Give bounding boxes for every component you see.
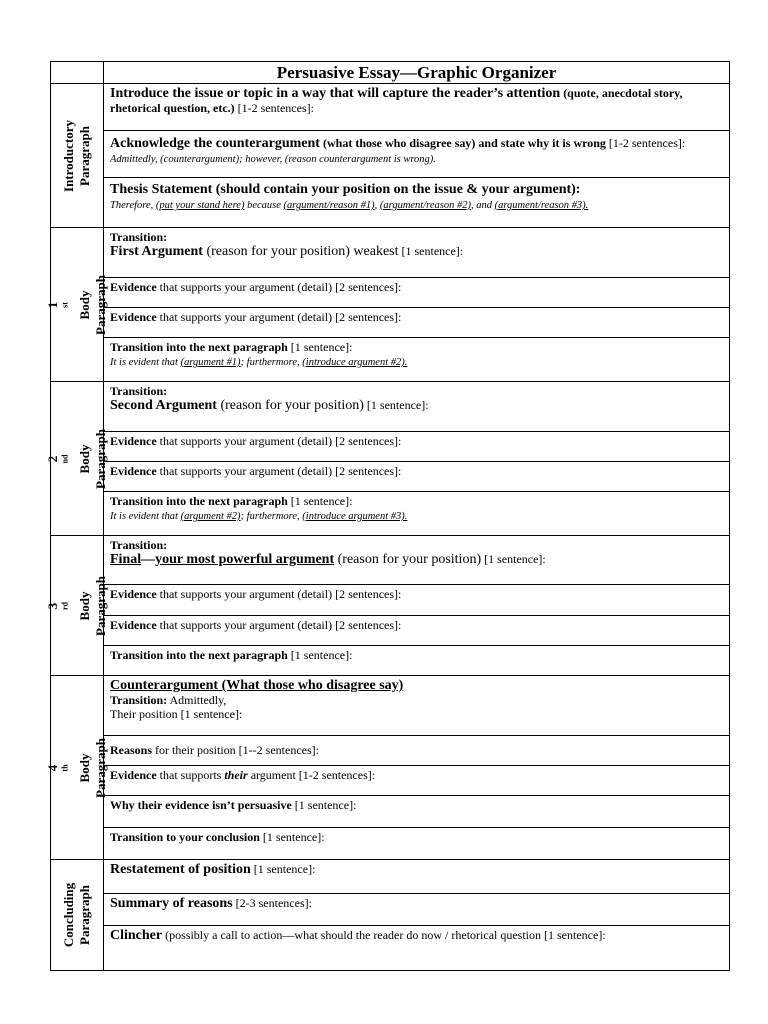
concluding-label-cell (51, 860, 104, 970)
body-paragraph-4-section (45, 675, 729, 859)
body3-label: 3 $^{rd}$ Body Paragraph (45, 575, 108, 636)
introductory-label: Introductory Paragraph (61, 119, 92, 192)
body2-label-cell (45, 382, 108, 535)
body1-argument-label: First Argument (110, 244, 203, 259)
body2-evidence-2-cell[interactable]: Evidence that supports your argument (detail) [2 sentences]: (104, 461, 729, 491)
summary-cell[interactable]: Summary of reasons [2-3 sentences]: (104, 893, 729, 925)
body1-evidence-1-cell[interactable]: Evidence that supports your argument (detail) [2 sentences]: (104, 277, 729, 307)
body3-next-transition-cell[interactable]: Transition into the next paragraph [1 sentence]: (104, 645, 729, 675)
body4-content (104, 676, 729, 859)
title-row (51, 62, 729, 83)
body1-transition-label: Transition: (110, 230, 168, 244)
graphic-organizer-table (45, 61, 730, 971)
body2-evidence-1-cell[interactable]: Evidence that supports your argument (detail) [2 sentences]: (104, 431, 729, 461)
body3-final-label: Final (110, 552, 142, 567)
body2-argument-cell[interactable]: Transition: Second Argument (reason for your position) [1 sentence]: (110, 384, 429, 413)
concluding-section (51, 859, 729, 970)
introductory-section (51, 83, 729, 227)
body3-evidence-1-cell[interactable]: Evidence that supports your argument (detail) [2 sentences]: (104, 584, 729, 615)
body4-label-cell (45, 676, 108, 859)
body2-transition-example: It is evident that (argument #2); furthermore, (introduce argument #3). (110, 511, 408, 522)
body4-counter-heading: Counterargument (What those who disagree say) (110, 678, 404, 693)
counter-label: Acknowledge the counterargument (110, 136, 320, 151)
body4-label: 4 $^{th}$ Body Paragraph (45, 737, 108, 798)
hook-length: [1-2 sentences]: (234, 101, 314, 115)
hook-examples: (quote, anecdotal story, rhetorical question, etc.) (110, 86, 683, 115)
body3-evidence-2-cell[interactable]: Evidence that supports your argument (detail) [2 sentences]: (104, 615, 729, 645)
body-paragraph-1-section (45, 227, 729, 381)
counter-length: [1-2 sentences]: (605, 136, 686, 150)
thesis-example: Therefore, (put your stand here) because (argument/reason #1), (argument/reason #2), and (argument/reason #3). (110, 200, 589, 211)
body1-argument-cell[interactable]: Transition: First Argument (reason for your position) weakest [1 sentence]: (110, 230, 464, 259)
thesis-cell[interactable] (104, 177, 729, 227)
counter-example: Admittedly, (counterargument); however, (reason counterargument is wrong). (110, 154, 436, 165)
hook-label: Introduce the issue or topic in a way that will capture the reader’s attention (110, 86, 561, 101)
body4-evidence-cell[interactable]: Evidence that supports their argument [1-2 sentences]: (104, 765, 729, 795)
body4-conclusion-transition-cell[interactable]: Transition to your conclusion [1 sentence]: (104, 827, 729, 859)
introductory-content (104, 84, 729, 227)
concluding-label: Concluding Paragraph (61, 882, 92, 948)
body1-evidence-2-cell[interactable]: Evidence that supports your argument (detail) [2 sentences]: (104, 307, 729, 337)
body-paragraph-2-section (45, 381, 729, 535)
body1-transition-example: It is evident that (argument #1); furthermore, (introduce argument #2). (110, 357, 408, 368)
body4-counterargument-cell[interactable]: Counterargument (What those who disagree say) Transition: Admittedly, Their position [1 sentence]: (110, 678, 404, 721)
concluding-content (104, 860, 729, 970)
body1-next-transition-cell[interactable]: Transition into the next paragraph [1 sentence]: It is evident that (argument #1); furthermore, (introduce argument #2). (104, 337, 729, 381)
body2-content (104, 382, 729, 535)
body1-label-cell (45, 228, 108, 381)
counterargument-cell[interactable] (104, 130, 729, 177)
restatement-cell[interactable]: Restatement of position [1 sentence]: (110, 862, 316, 877)
body3-content (104, 536, 729, 675)
body3-argument-label: your most powerful argument (155, 552, 335, 567)
clincher-cell[interactable]: Clincher (possibly a call to action—what should the reader do now / rhetorical question [1 sentence]: (104, 925, 729, 970)
body1-label: 1 $^{st}$ Body Paragraph (45, 274, 108, 335)
body4-position: Their position [1 sentence]: (110, 707, 243, 721)
counter-instructions: (what those who disagree say) and state why it is wrong (319, 136, 606, 150)
thesis-label: Thesis Statement (should contain your position on the issue & your argument): (110, 182, 581, 197)
introductory-label-cell (51, 84, 104, 227)
body1-content (104, 228, 729, 381)
body3-label-cell (45, 536, 108, 675)
body2-next-transition-cell[interactable]: Transition into the next paragraph [1 sentence]: It is evident that (argument #2); furthermore, (introduce argument #3). (104, 491, 729, 535)
title-row-label-cell (51, 62, 104, 83)
body-paragraph-3-section (45, 535, 729, 675)
organizer-title: Persuasive Essay—Graphic Organizer (276, 63, 557, 82)
body2-argument-label: Second Argument (110, 398, 217, 413)
body3-argument-cell[interactable]: Transition: Final—your most powerful argument (reason for your position) [1 sentence]: (110, 538, 546, 567)
body4-why-cell[interactable]: Why their evidence isn’t persuasive [1 sentence]: (104, 795, 729, 827)
body2-label: 2 $^{nd}$ Body Paragraph (45, 428, 108, 489)
hook-cell[interactable] (104, 84, 729, 130)
body4-reasons-cell[interactable]: Reasons for their position [1--2 sentences]: (104, 735, 729, 765)
